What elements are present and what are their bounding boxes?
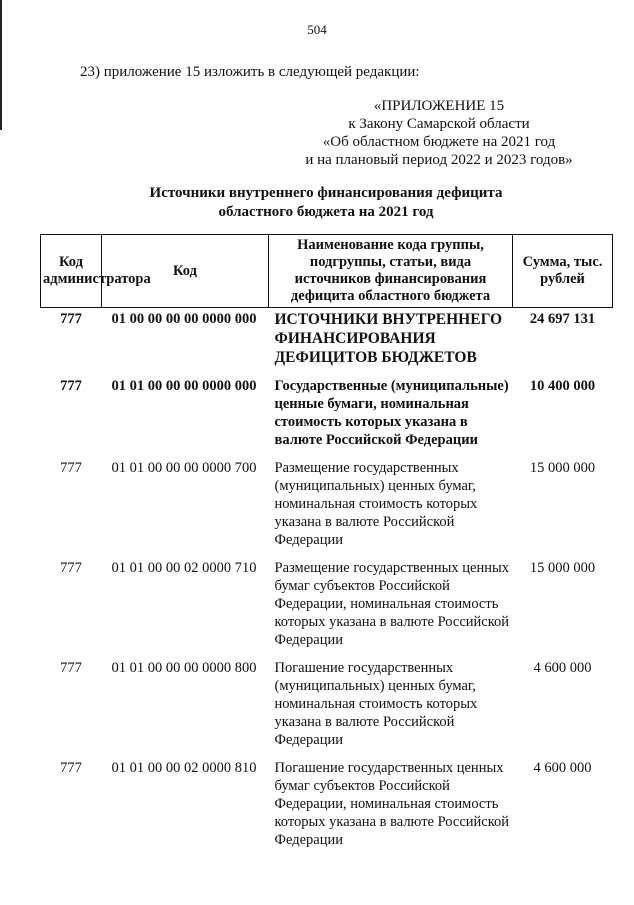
table-row <box>41 308 613 376</box>
cell-code: 01 01 00 00 00 0000 800 <box>111 660 257 676</box>
cell-name: Погашение государственных (муниципальных) ценных бумаг, номинальная стоимость которых указана в валюте Российской Федерации <box>274 660 478 748</box>
appendix-line-2: к Закону Самарской области <box>348 116 530 132</box>
cell-admin: 777 <box>60 760 82 776</box>
cell-amount: 15 000 000 <box>529 560 596 576</box>
header-code: Код <box>102 235 269 308</box>
financing-sources-table <box>40 234 613 857</box>
cell-admin: 777 <box>60 460 82 476</box>
cell-amount: 4 600 000 <box>533 760 592 776</box>
cell-admin: 777 <box>60 311 82 327</box>
table-row <box>41 657 613 757</box>
intro-text: 23) приложение 15 изложить в следующей редакции: <box>80 64 420 80</box>
header-admin: Код администратора <box>41 235 102 308</box>
scan-edge-mark <box>0 0 2 130</box>
header-name: Наименование кода группы, подгруппы, статьи, вида источников финансирования дефицита областного бюджета <box>269 235 513 308</box>
appendix-line-1: «ПРИЛОЖЕНИЕ 15 <box>373 98 505 114</box>
title-line-2: областного бюджета на 2021 год <box>218 204 434 220</box>
appendix-line-4: и на плановый период 2022 и 2023 годов» <box>305 152 573 168</box>
table-row <box>41 757 613 857</box>
document-title <box>0 184 634 222</box>
cell-admin: 777 <box>60 560 82 576</box>
cell-amount: 24 697 131 <box>529 311 596 327</box>
cell-name: Государственные (муниципальные) ценные бумаги, номинальная стоимость которых указана в валюте Российской Федерации <box>274 378 509 448</box>
header-amount: Сумма, тыс. рублей <box>513 235 613 308</box>
cell-code: 01 01 00 00 00 0000 700 <box>111 460 257 476</box>
cell-amount: 15 000 000 <box>529 460 596 476</box>
title-line-1: Источники внутреннего финансирования дефицита <box>149 185 503 201</box>
table-row <box>41 457 613 557</box>
cell-amount: 4 600 000 <box>533 660 592 676</box>
cell-code: 01 01 00 00 00 0000 000 <box>111 378 257 394</box>
table-row <box>41 557 613 657</box>
cell-amount: 10 400 000 <box>529 378 596 394</box>
table-header-row <box>41 235 613 308</box>
page-number: 504 <box>307 22 327 37</box>
cell-name: Размещение государственных ценных бумаг субъектов Российской Федерации, номинальная стоимость которых указана в валюте Российской Федерации <box>274 560 510 648</box>
cell-code: 01 01 00 00 02 0000 710 <box>111 560 257 576</box>
cell-code: 01 00 00 00 00 0000 000 <box>111 311 257 327</box>
cell-admin: 777 <box>60 660 82 676</box>
table-row <box>41 375 613 457</box>
appendix-line-3: «Об областном бюджете на 2021 год <box>322 134 556 150</box>
appendix-header <box>274 97 604 169</box>
cell-admin: 777 <box>60 378 82 394</box>
cell-name: ИСТОЧНИКИ ВНУТРЕННЕГО ФИНАНСИРОВАНИЯ ДЕФИЦИТОВ БЮДЖЕТОВ <box>274 311 503 366</box>
cell-name: Размещение государственных (муниципальных) ценных бумаг, номинальная стоимость которых указана в валюте Российской Федерации <box>274 460 478 548</box>
cell-name: Погашение государственных ценных бумаг субъектов Российской Федерации, номинальная стоимость которых указана в валюте Российской Федерации <box>274 760 510 848</box>
cell-code: 01 01 00 00 02 0000 810 <box>111 760 257 776</box>
